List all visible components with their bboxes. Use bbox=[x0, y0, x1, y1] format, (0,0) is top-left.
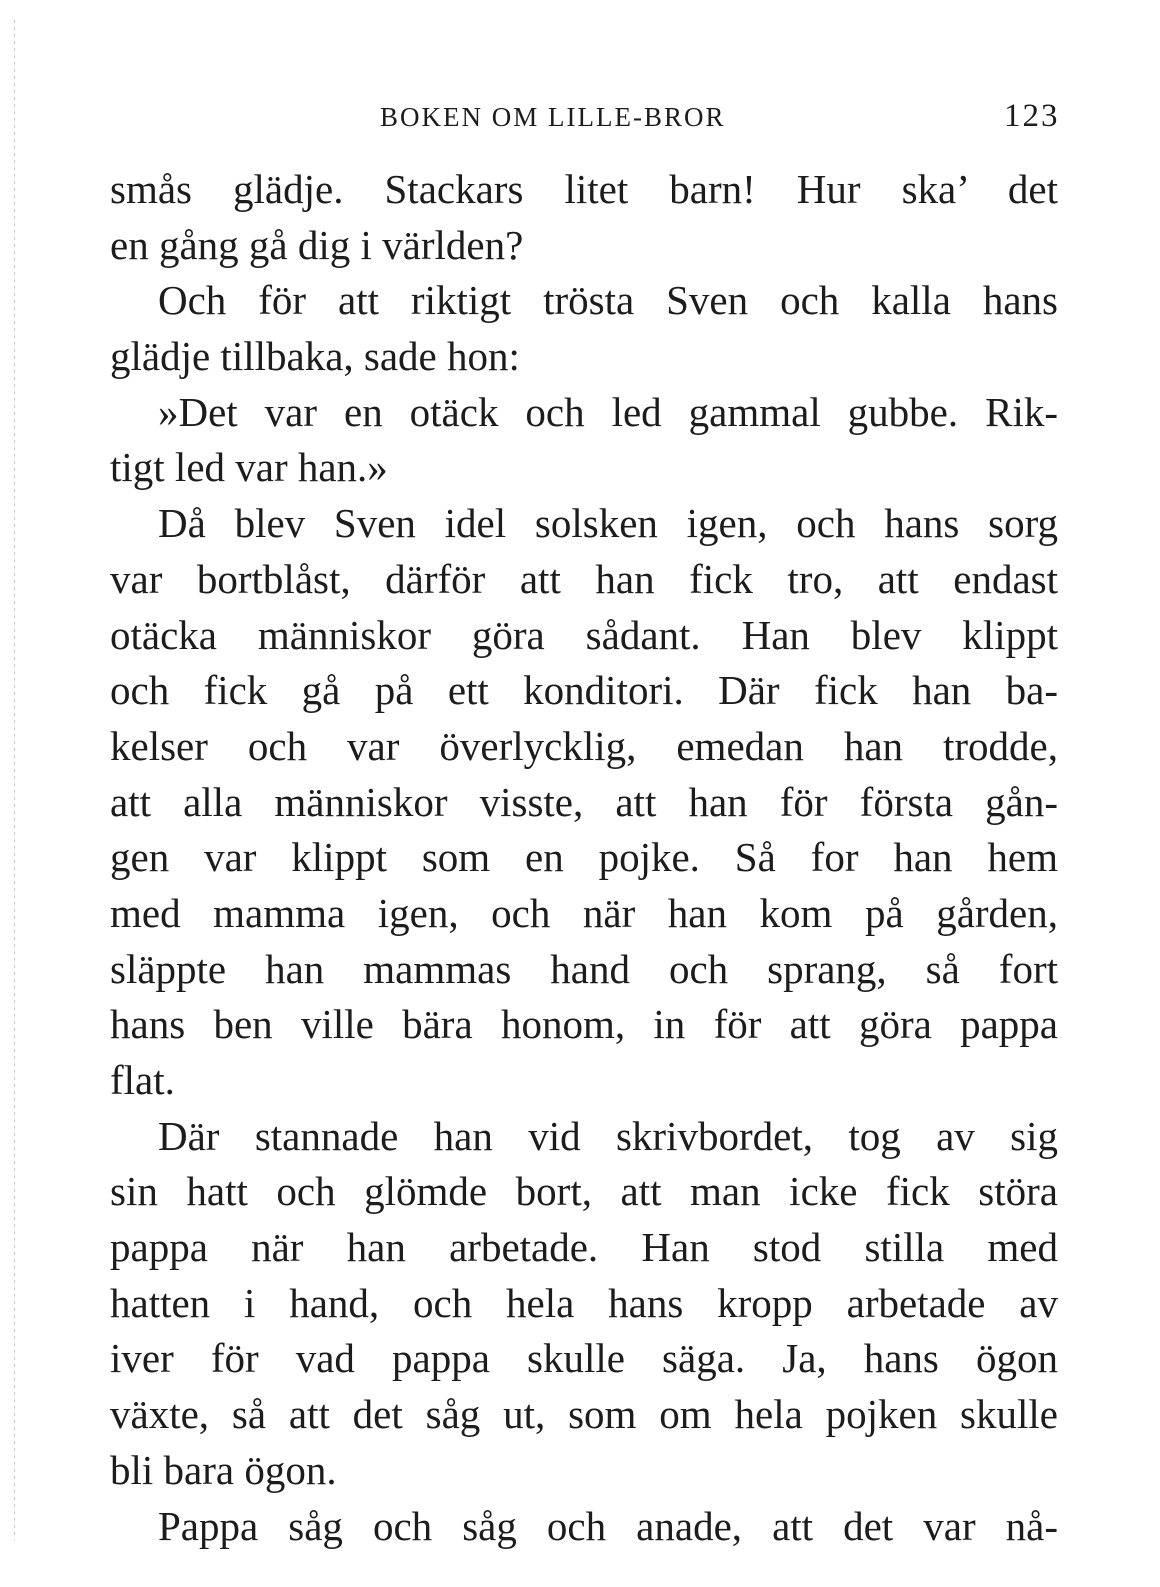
text-line: var bortblåst, därför att han fick tro, att endast bbox=[110, 555, 1058, 602]
text-line: släppte han mammas hand och sprang, så fort bbox=[110, 945, 1058, 992]
text-line: Där stannade han vid skrivbordet, tog av sig bbox=[158, 1112, 1058, 1159]
text-line: gen var klippt som en pojke. Så for han hem bbox=[110, 834, 1058, 881]
page-header bbox=[0, 98, 1160, 142]
text-line: och fick gå på ett konditori. Där fick han ba- bbox=[110, 667, 1058, 714]
text-line: »Det var en otäck och led gammal gubbe. Rik- bbox=[158, 388, 1058, 435]
text-line: att alla människor visste, att han för första gån- bbox=[110, 778, 1058, 825]
text-line: iver för vad pappa skulle säga. Ja, hans ögon bbox=[110, 1335, 1058, 1382]
text-line: smås glädje. Stackars litet barn! Hur ska’ det bbox=[110, 166, 1058, 212]
body-text bbox=[110, 162, 1058, 1554]
text-line: med mamma igen, och när han kom på gården, bbox=[110, 889, 1058, 936]
running-title: BOKEN OM LILLE-BROR bbox=[380, 102, 726, 132]
text-line: Då blev Sven idel solsken igen, och hans sorg bbox=[158, 500, 1058, 547]
scan-edge-line bbox=[14, 20, 15, 1540]
text-line: pappa när han arbetade. Han stod stilla med bbox=[110, 1224, 1058, 1271]
text-line: en gång gå dig i världen? bbox=[110, 221, 524, 268]
page-number: 123 bbox=[1004, 98, 1060, 134]
text-line: hatten i hand, och hela hans kropp arbetade av bbox=[110, 1279, 1058, 1326]
text-line: sin hatt och glömde bort, att man icke fick störa bbox=[110, 1168, 1058, 1215]
text-line: tigt led var han.» bbox=[110, 444, 388, 491]
text-line: otäcka människor göra sådant. Han blev klippt bbox=[110, 611, 1058, 658]
text-line: glädje tillbaka, sade hon: bbox=[110, 333, 520, 380]
text-line: kelser och var överlycklig, emedan han trodde, bbox=[110, 722, 1058, 769]
text-line: flat. bbox=[110, 1057, 175, 1103]
text-line: Pappa såg och såg och anade, att det var nå- bbox=[158, 1502, 1058, 1549]
text-line: bli bara ögon. bbox=[110, 1446, 337, 1493]
text-line: växte, så att det såg ut, som om hela pojken skulle bbox=[110, 1391, 1058, 1438]
text-line: Och för att riktigt trösta Sven och kalla hans bbox=[158, 277, 1058, 324]
text-line: hans ben ville bära honom, in för att göra pappa bbox=[110, 1001, 1058, 1048]
